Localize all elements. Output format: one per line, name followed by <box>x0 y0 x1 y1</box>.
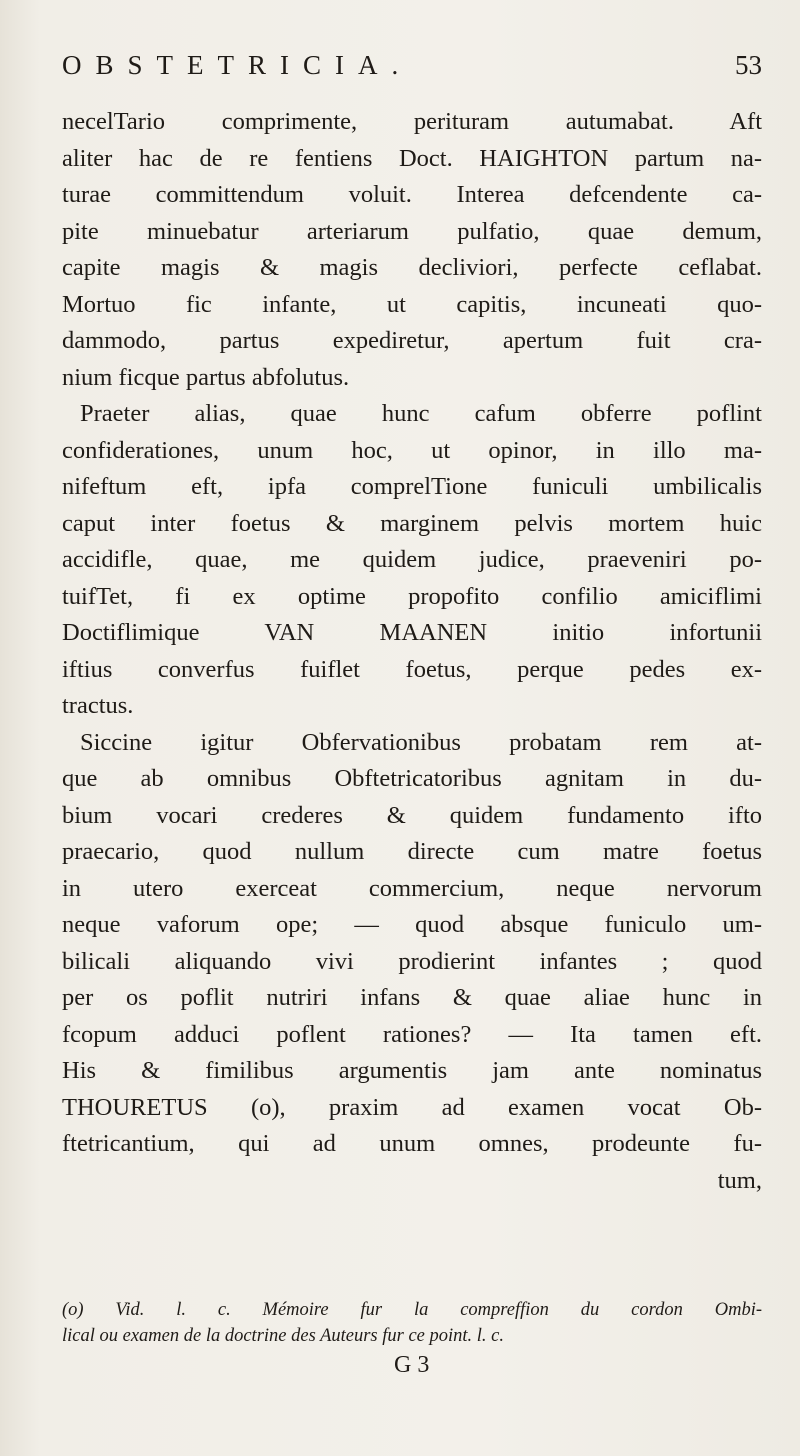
text-line: iftius converfus fuiflet foetus, perque pedes ex- <box>62 655 762 683</box>
text-line: tuifTet, fi ex optime propofito confilio amiciflimi <box>62 582 762 610</box>
text-line: bilicali aliquando vivi prodierint infantes ; quod <box>62 947 762 975</box>
page-number: 53 <box>735 50 762 80</box>
text-line: neque vaforum ope; — quod absque funiculo um- <box>62 911 762 938</box>
footnote-line: lical ou examen de la doctrine des Auteurs fur ce point. l. c. <box>62 1326 505 1346</box>
text-line: nium ficque partus abfolutus. <box>62 363 350 391</box>
text-line: Siccine igitur Obfervationibus probatam rem at- <box>80 728 762 756</box>
text-line: in utero exerceat commercium, neque nervorum <box>62 874 762 902</box>
text-line: bium vocari crederes & quidem fundamento ifto <box>62 801 762 829</box>
text-line: caput inter foetus & marginem pelvis mortem huic <box>62 509 762 537</box>
page-header <box>62 50 762 90</box>
text-line: aliter hac de re fentiens Doct. HAIGHTON partum na- <box>62 144 762 172</box>
text-line: His & fimilibus argumentis jam ante nominatus <box>62 1057 762 1084</box>
text-line: confiderationes, unum hoc, ut opinor, in illo ma- <box>62 436 762 464</box>
text-line: accidifle, quae, me quidem judice, praeveniri po- <box>62 546 762 573</box>
text-line: Praeter alias, quae hunc cafum obferre poflint <box>80 400 762 427</box>
signature-mark: G 3 <box>394 1352 430 1378</box>
text-line: ftetricantium, qui ad unum omnes, prodeunte fu- <box>62 1130 762 1157</box>
text-line: pite minuebatur arteriarum pulfatio, quae demum, <box>62 217 762 245</box>
body-text <box>62 104 762 1199</box>
text-line: necelTario comprimente, perituram autumabat. Aft <box>62 108 762 135</box>
text-line: nifeftum eft, ipfa comprelTione funiculi umbilicalis <box>62 473 762 500</box>
text-line: Mortuo fic infante, ut capitis, incuneati quo- <box>62 290 762 318</box>
text-line: tractus. <box>62 692 134 719</box>
running-title: OBSTETRICIA. <box>62 50 413 80</box>
text-line: Doctiflimique VAN MAANEN initio infortunii <box>62 619 762 646</box>
text-line: turae committendum voluit. Interea defcendente ca- <box>62 181 762 208</box>
footnote <box>62 1297 762 1349</box>
footnote-line: (o) Vid. l. c. Mémoire fur la compreffion du cordon Ombi- <box>62 1300 762 1320</box>
text-line: que ab omnibus Obftetricatoribus agnitam in du- <box>62 765 762 792</box>
text-line: per os poflit nutriri infans & quae aliae hunc in <box>62 984 762 1011</box>
text-line: praecario, quod nullum directe cum matre foetus <box>62 838 762 865</box>
catchword: tum, <box>717 1166 762 1194</box>
text-line: fcopum adduci poflent rationes? — Ita tamen eft. <box>62 1020 762 1048</box>
text-line: dammodo, partus expediretur, apertum fuit cra- <box>62 327 762 354</box>
text-line: capite magis & magis decliviori, perfecte ceflabat. <box>62 254 762 281</box>
text-line: THOURETUS (o), praxim ad examen vocat Ob- <box>62 1093 762 1121</box>
